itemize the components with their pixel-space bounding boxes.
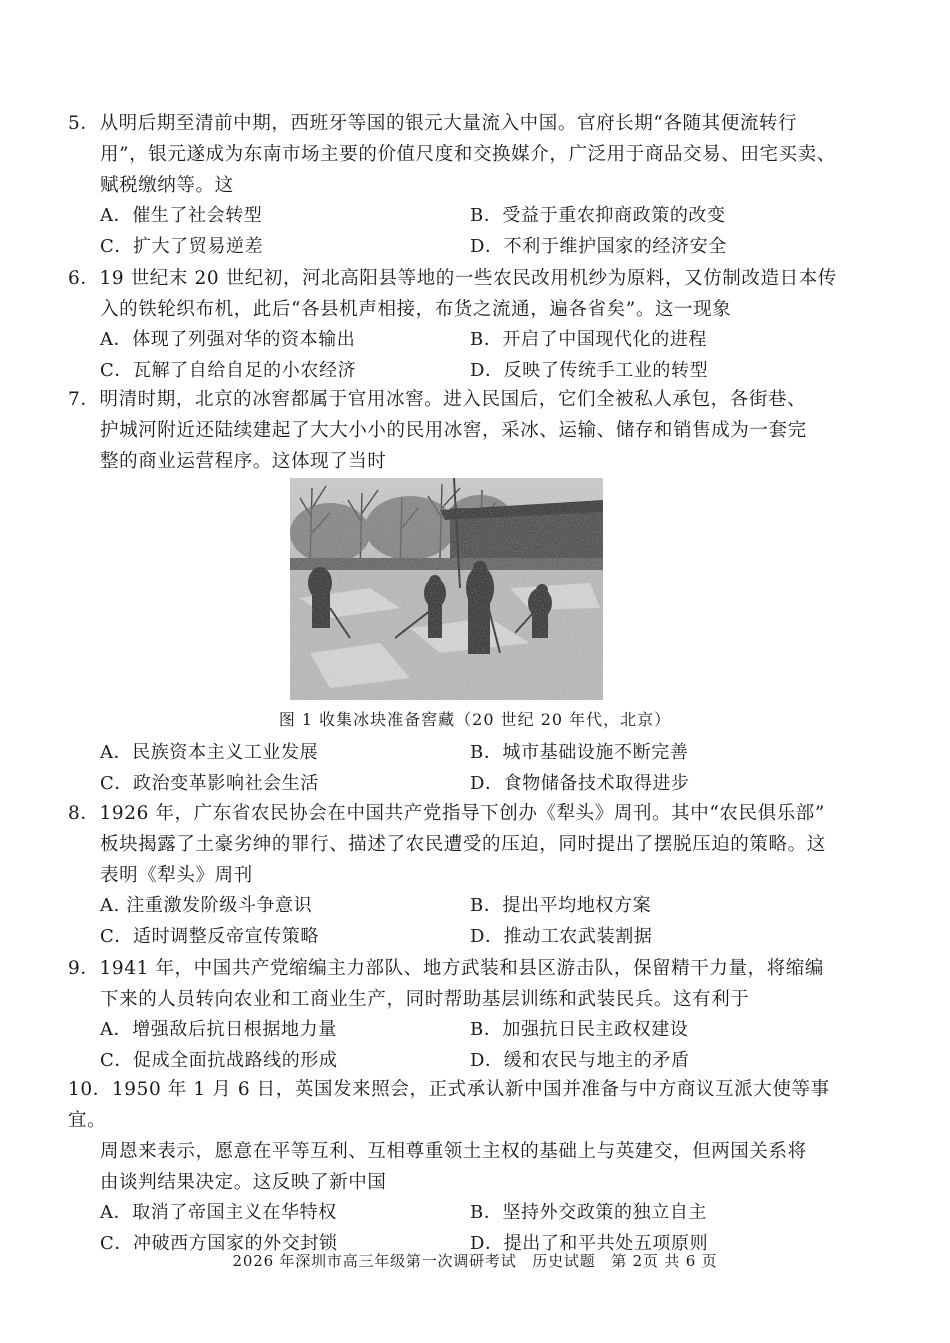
figure-caption: 图 1 收集冰块准备窖藏（20 世纪 20 年代，北京） [278, 710, 672, 729]
option-d[interactable]: D．提出了和平共处五项原则 [470, 1233, 709, 1254]
option-d[interactable]: D．食物储备技术取得进步 [470, 773, 690, 794]
question-9 [68, 953, 838, 1077]
question-stem: 5．从明后期至清前中期，西班牙等国的银元大量流入中国。官府长期“各随其便流转行 用”，银元遂成为东南市场主要的价值尺度和交换媒介，广泛用于商品交易、田宅买卖、 赋税缴纳等。这 [68, 108, 838, 201]
question-number: 5． [68, 113, 100, 134]
option-a[interactable]: A．增强敌后抗日根据地力量 [100, 1019, 337, 1040]
question-number: 9． [68, 958, 100, 979]
question-stem: 6．19 世纪末 20 世纪初，河北高阳县等地的一些农民改用机纱为原料，又仿制改造日本传 入的铁轮织布机，此后“各县机声相接，布货之流通，遍各省矣”。这一现象 [68, 263, 838, 325]
option-b[interactable]: B．开启了中国现代化的进程 [470, 329, 708, 350]
option-d[interactable]: D．不利于维护国家的经济安全 [470, 236, 727, 257]
options [68, 891, 838, 953]
option-b[interactable]: B．城市基础设施不断完善 [470, 742, 689, 763]
ice-harvest-photo [290, 478, 603, 700]
option-c[interactable]: C．政治变革影响社会生活 [100, 773, 319, 794]
option-b[interactable]: B．提出平均地权方案 [470, 895, 652, 916]
option-d[interactable]: D．缓和农民与地主的矛盾 [470, 1050, 690, 1071]
question-stem: 10．1950 年 1 月 6 日，英国发来照会，正式承认新中国并准备与中方商议互派大使等事宜。 周恩来表示，愿意在平等互利、互相尊重领土主权的基础上与英建交，但两国关系将 由谈判结果决定。这反映了新中国 [68, 1074, 838, 1198]
option-a[interactable]: A. 注重激发阶级斗争意识 [100, 895, 313, 916]
question-7-options [68, 738, 838, 800]
question-number: 8． [68, 803, 100, 824]
options [68, 738, 838, 800]
options [68, 201, 838, 263]
option-c[interactable]: C．扩大了贸易逆差 [100, 236, 264, 257]
option-d[interactable]: D．推动工农武装割据 [470, 926, 653, 947]
option-b[interactable]: B．受益于重农抑商政策的改变 [470, 205, 726, 226]
question-7 [68, 384, 838, 477]
option-b[interactable]: B．加强抗日民主政权建设 [470, 1019, 689, 1040]
option-c[interactable]: C．适时调整反帝宣传策略 [100, 926, 319, 947]
question-number: 6． [68, 268, 100, 289]
options [68, 1015, 838, 1077]
question-stem: 8．1926 年，广东省农民协会在中国共产党指导下创办《犁头》周刊。其中“农民俱乐部” 板块揭露了土豪劣绅的罪行、描述了农民遭受的压迫，同时提出了摆脱压迫的策略。这 表明《犁头》周刊 [68, 798, 838, 891]
option-c[interactable]: C．冲破西方国家的外交封锁 [100, 1233, 338, 1254]
option-a[interactable]: A．体现了列强对华的资本输出 [100, 329, 356, 350]
options [68, 325, 838, 387]
option-a[interactable]: A．催生了社会转型 [100, 205, 263, 226]
option-c[interactable]: C．促成全面抗战路线的形成 [100, 1050, 338, 1071]
question-stem: 7．明清时期，北京的冰窖都属于官用冰窖。进入民国后，它们全被私人承包，各街巷、 护城河附近还陆续建起了大大小小的民用冰窖，采冰、运输、储存和销售成为一套完 整的商业运营程序。这体现了当时 [68, 384, 838, 477]
question-6 [68, 263, 838, 387]
question-5 [68, 108, 838, 263]
option-a[interactable]: A．取消了帝国主义在华特权 [100, 1202, 337, 1223]
page-footer: 2026 年深圳市高三年级第一次调研考试 历史试题 第 2页 共 6 页 [232, 1252, 718, 1270]
question-10 [68, 1074, 838, 1260]
option-d[interactable]: D．反映了传统手工业的转型 [470, 360, 709, 381]
option-b[interactable]: B．坚持外交政策的独立自主 [470, 1202, 708, 1223]
question-8 [68, 798, 838, 953]
option-c[interactable]: C．瓦解了自给自足的小农经济 [100, 360, 357, 381]
option-a[interactable]: A．民族资本主义工业发展 [100, 742, 319, 763]
question-number: 7． [68, 389, 100, 410]
question-stem: 9．1941 年，中国共产党缩编主力部队、地方武装和县区游击队，保留精干力量，将缩编 下来的人员转向农业和工商业生产，同时帮助基层训练和武装民兵。这有利于 [68, 953, 838, 1015]
question-number: 10． [68, 1079, 112, 1100]
